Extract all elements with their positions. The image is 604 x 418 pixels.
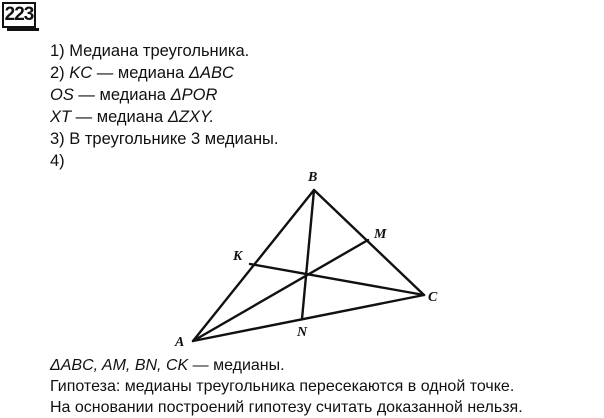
hypothesis-text: Гипотеза: медианы треугольника пересекаются в одной точке.: [50, 378, 515, 395]
item-2-prefix: 2): [50, 64, 70, 82]
medians-list-line: [50, 356, 285, 376]
problem-number-badge: 223: [2, 2, 36, 28]
basis-text: На основании построений гипотезу считать доказанной нельзя.: [50, 399, 523, 416]
point-label-k: K: [233, 249, 243, 264]
item-4-text: 4): [50, 152, 65, 170]
point-label-m: M: [374, 227, 387, 242]
os-mid: — медиана: [73, 86, 171, 104]
vertex-label-a: A: [175, 335, 185, 350]
median-am: [193, 240, 368, 341]
triangle-por: ΔPOR: [170, 86, 218, 104]
triangle-zxy: ΔZXY.: [167, 108, 215, 126]
segment-xt: XT: [50, 108, 72, 126]
triangle-abc: ΔABC: [188, 64, 234, 82]
vertex-label-b: B: [308, 170, 318, 185]
point-label-n: N: [297, 325, 308, 340]
segment-kc: KC: [69, 64, 93, 82]
item-1-text: 1) Медиана треугольника.: [50, 42, 250, 60]
triangle-abc-outline: [193, 190, 424, 341]
xt-mid: — медиана: [71, 108, 168, 126]
medians-list: ΔABC, AM, BN, CK: [50, 357, 189, 374]
item-3-text: 3) В треугольнике 3 медианы.: [50, 130, 279, 148]
medians-suffix: — медианы.: [188, 357, 285, 374]
vertex-label-c: C: [428, 290, 438, 305]
item-2-mid: — медиана: [92, 64, 189, 82]
median-bn: [302, 190, 314, 319]
segment-os: OS: [50, 86, 74, 104]
